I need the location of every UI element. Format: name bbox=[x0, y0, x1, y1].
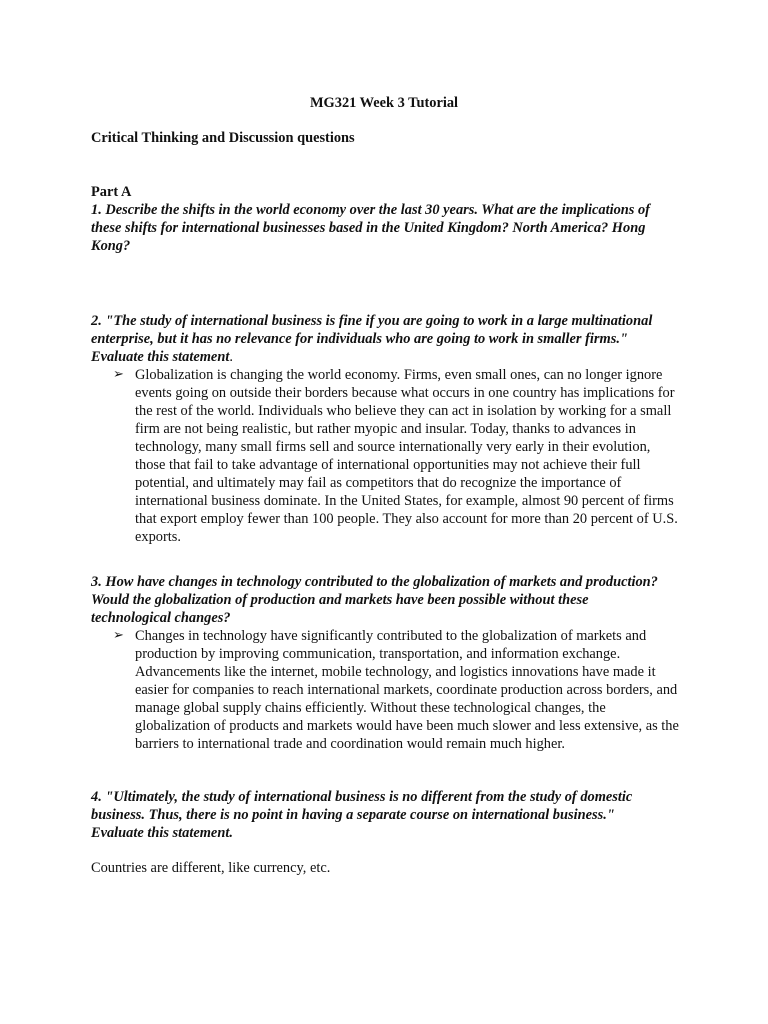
document-title: MG321 Week 3 Tutorial bbox=[309, 95, 459, 111]
answer-3: Changes in technology have significantly contributed to the globalization of markets and production by improving communication, transportation, and information exchange. Advancements like the internet, mobile technology, and logistics innovations have made it easier for companies to reach international markets, coordinate production across borders, and manage global supply chains efficiently. Without these technological changes, the globalization of products and markets would have been much slower and less extensive, as the barriers to international trade and coordination would remain much higher. bbox=[135, 628, 679, 752]
part-label: Part A bbox=[91, 184, 132, 200]
question-3: 3. How have changes in technology contributed to the globalization of markets and production? Would the globalization of production and markets have been possible without these technological changes? bbox=[91, 574, 658, 626]
answer-2: Globalization is changing the world economy. Firms, even small ones, can no longer ignore events going on outside their borders because what occurs in one country has implications for the rest of the world. Individuals who believe they can act in isolation by working for a small firm are not being realistic, but rather myopic and insular. Today, thanks to advances in technology, many small firms sell and source internationally very early in their evolution, those that fail to take advantage of international opportunities may not achieve their full potential, and ultimately may fail as competitors that do recognize the importance of international business dominate. In the United States, for example, almost 90 percent of firms that export employ fewer than 100 people. They also account for more than 20 percent of U.S. exports. bbox=[135, 367, 678, 545]
question-2 bbox=[91, 312, 659, 366]
arrow-bullet-icon: ➢ bbox=[113, 367, 124, 382]
arrow-bullet-icon: ➢ bbox=[113, 628, 124, 643]
answer-4: Countries are different, like currency, etc. bbox=[91, 860, 331, 876]
question-4: 4. "Ultimately, the study of international business is no different from the study of domestic business. Thus, there is no point in having a separate course on international business." Evaluate this statement. bbox=[91, 789, 633, 841]
section-subtitle: Critical Thinking and Discussion questions bbox=[91, 130, 355, 146]
question-2-period: . bbox=[229, 349, 233, 365]
question-1: 1. Describe the shifts in the world economy over the last 30 years. What are the implications of these shifts for international businesses based in the United Kingdom? North America? Hong Kong? bbox=[91, 202, 650, 254]
question-2-text: 2. "The study of international business is fine if you are going to work in a large multinational enterprise, but it has no relevance for individuals who are going to work in smaller firms." Evaluate this statement bbox=[91, 313, 653, 365]
